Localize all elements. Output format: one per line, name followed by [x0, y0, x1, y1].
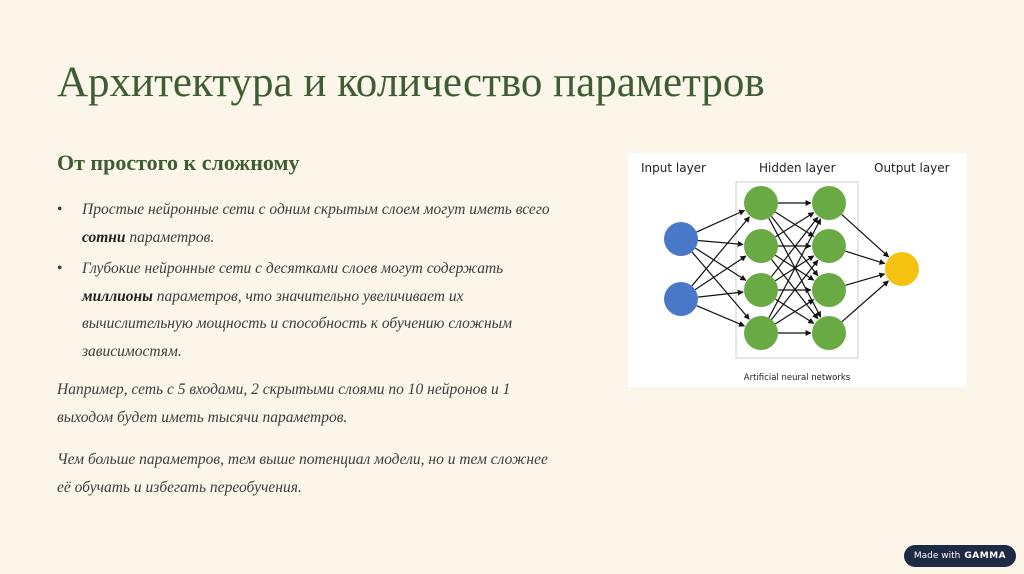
bullet-emphasis: миллионы — [82, 287, 153, 305]
neural-network-diagram — [628, 153, 966, 387]
hidden-neuron — [744, 229, 778, 263]
bullet-item-1 — [57, 196, 557, 251]
made-with-gamma-badge[interactable] — [904, 545, 1016, 567]
connection-arrow — [845, 251, 885, 263]
bullet-text: параметров, что значительно увеличивает их вычислительную мощность и способность к обучению сложным зависимостям. — [82, 287, 513, 360]
bullet-emphasis: сотни — [82, 228, 126, 246]
diagram-caption: Artificial neural networks — [743, 373, 851, 383]
hidden-neuron — [744, 186, 778, 220]
input-neuron — [664, 282, 698, 316]
output-layer-label: Output layer — [874, 161, 950, 175]
bullet-text: параметров. — [125, 228, 215, 246]
connection-arrow — [842, 214, 889, 257]
bullet-item-2 — [57, 255, 557, 365]
hidden-neuron — [812, 186, 846, 220]
gamma-logo: GAMMA — [964, 551, 1007, 561]
connection-arrow — [845, 274, 884, 285]
hidden-neuron — [812, 316, 846, 350]
bullet-dot: • — [57, 201, 63, 218]
bullet-text: Глубокие нейронные сети с десятками слоев могут содержать — [82, 260, 504, 277]
hidden-layer-label: Hidden layer — [759, 161, 836, 175]
example-paragraph: Например, сеть с 5 входами, 2 скрытыми слоями по 10 нейронов и 1 выходом будет иметь тысячи параметров. — [57, 381, 511, 426]
hidden-neuron — [812, 273, 846, 307]
slide-subtitle: От простого к сложному — [57, 150, 300, 175]
connection-arrow — [842, 281, 889, 322]
bullet-list — [57, 196, 557, 369]
conclusion-paragraph: Чем больше параметров, тем выше потенциал модели, но и тем сложнее её обучать и избегать переобучения. — [57, 451, 548, 496]
input-neuron — [664, 222, 698, 256]
badge-text: Made with — [913, 551, 961, 561]
input-layer-label: Input layer — [641, 161, 706, 175]
connection-arrow — [697, 210, 745, 232]
hidden-neuron — [812, 229, 846, 263]
connections — [692, 203, 889, 333]
hidden-neuron — [744, 273, 778, 307]
slide-title: Архитектура и количество параметров — [57, 59, 765, 106]
neural-network-svg — [628, 153, 966, 387]
connection-arrow — [697, 306, 745, 326]
neurons — [664, 186, 919, 350]
bullet-text: Простые нейронные сети с одним скрытым слоем могут иметь всего — [82, 201, 550, 218]
output-neuron — [885, 252, 919, 286]
bullet-dot: • — [57, 260, 63, 277]
hidden-neuron — [744, 316, 778, 350]
